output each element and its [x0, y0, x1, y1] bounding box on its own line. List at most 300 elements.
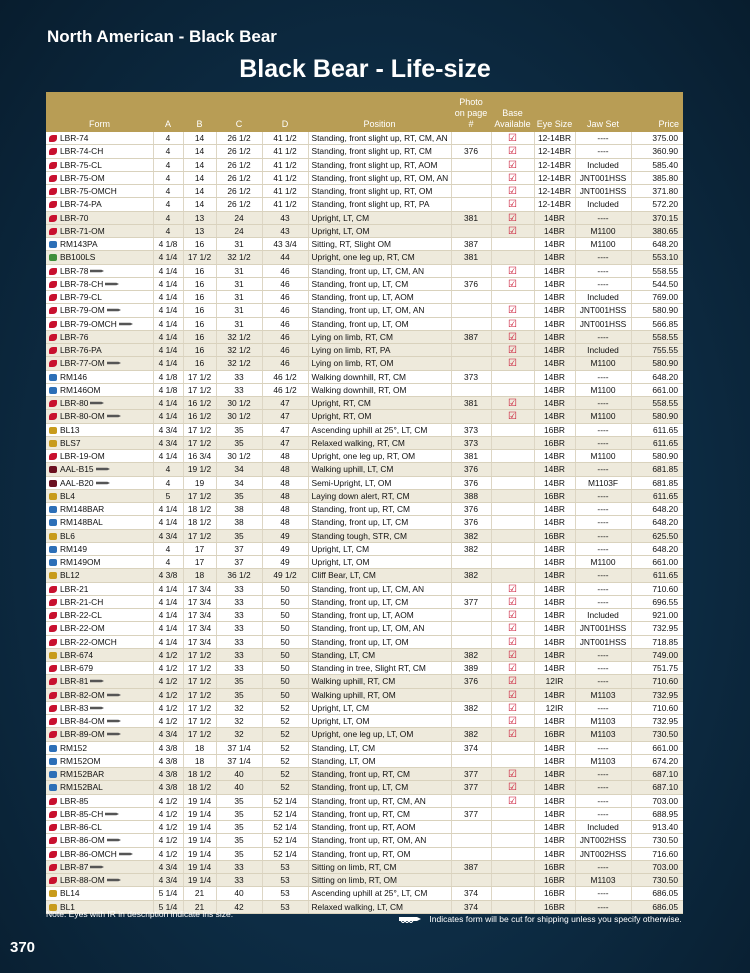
- position-cell: [308, 662, 451, 675]
- form-type-icon: [49, 360, 57, 367]
- d-cell: [262, 277, 308, 290]
- cut-legend: [399, 914, 682, 924]
- dim-a: 4: [165, 199, 171, 210]
- b-cell: [183, 132, 216, 145]
- b-cell: [183, 304, 216, 317]
- checkbox-icon: ☑: [508, 358, 517, 370]
- price: 625.50: [652, 530, 678, 541]
- jaw-set: JNT001HSS: [579, 305, 627, 316]
- dim-b: 18 1/2: [187, 769, 212, 780]
- eye-size: 14BR: [544, 755, 565, 766]
- a-cell: [153, 211, 183, 224]
- photo-cell: [451, 887, 491, 900]
- jaw-cell: [575, 728, 631, 741]
- eye-size: 14BR: [544, 384, 565, 395]
- price-cell: [631, 675, 683, 688]
- eye-size: 12IR: [545, 702, 564, 713]
- table-row: [46, 291, 683, 304]
- form-type-icon: [49, 175, 57, 182]
- form-code: RM152BAL: [60, 782, 103, 793]
- jaw-set: ----: [597, 649, 609, 660]
- price-cell: [631, 582, 683, 595]
- form-type-icon: [49, 599, 57, 606]
- form-type-icon: [49, 864, 57, 871]
- dim-d: 52: [280, 782, 290, 793]
- jaw-cell: [575, 609, 631, 622]
- form-type-icon: [49, 837, 57, 844]
- price-table: [46, 92, 683, 914]
- c-cell: [216, 662, 262, 675]
- dim-d: 52: [280, 755, 290, 766]
- b-cell: [183, 450, 216, 463]
- a-cell: [153, 291, 183, 304]
- jaw-set: ----: [597, 331, 609, 342]
- dim-b: 16: [194, 345, 205, 356]
- table-row: [46, 132, 683, 145]
- photo-page: 376: [464, 146, 478, 157]
- position-text: Standing, front slight up, RT, CM, AN: [311, 133, 448, 144]
- eye-size: 14BR: [544, 583, 565, 594]
- eye-cell: [534, 304, 575, 317]
- price: 580.90: [652, 451, 678, 462]
- a-cell: [153, 715, 183, 728]
- base-cell: [491, 688, 534, 701]
- position-cell: [308, 277, 451, 290]
- eye-size: 14BR: [544, 358, 565, 369]
- price: 710.60: [652, 702, 678, 713]
- form-type-icon: [49, 519, 57, 526]
- dim-a: 4 1/4: [158, 596, 178, 607]
- dim-b: 14: [194, 186, 205, 197]
- price-cell: [631, 821, 683, 834]
- eye-cell: [534, 582, 575, 595]
- dim-c: 31: [234, 278, 244, 289]
- eye-size: 14BR: [544, 848, 565, 859]
- dim-c: 32 1/2: [227, 345, 251, 356]
- jaw-set: ----: [597, 265, 609, 276]
- form-type-icon: [49, 851, 57, 858]
- base-cell: [491, 291, 534, 304]
- eye-size: 14BR: [544, 239, 565, 250]
- jaw-cell: [575, 715, 631, 728]
- c-cell: [216, 728, 262, 741]
- eye-size: 14BR: [544, 318, 565, 329]
- dim-c: 26 1/2: [227, 172, 251, 183]
- b-cell: [183, 754, 216, 767]
- table-row: [46, 489, 683, 502]
- eye-cell: [534, 344, 575, 357]
- form-type-icon: [49, 758, 57, 765]
- jaw-cell: [575, 397, 631, 410]
- form-cell: [46, 595, 153, 608]
- jaw-set: ----: [597, 424, 609, 435]
- base-cell: [491, 317, 534, 330]
- b-cell: [183, 847, 216, 860]
- photo-page: 381: [464, 252, 478, 263]
- page-number: 370: [10, 939, 36, 956]
- b-cell: [183, 807, 216, 820]
- form-code: BLS7: [60, 437, 81, 448]
- dim-a: 5: [165, 490, 171, 501]
- b-cell: [183, 370, 216, 383]
- jaw-set: JNT002HSS: [579, 848, 627, 859]
- dim-a: 4 1/4: [158, 636, 178, 647]
- c-cell: [216, 370, 262, 383]
- dim-d: 52: [280, 742, 290, 753]
- price-cell: [631, 807, 683, 820]
- form-code: BL12: [60, 570, 80, 581]
- position-text: Walking uphill, RT, OM: [311, 689, 396, 700]
- dim-d: 43: [280, 225, 290, 236]
- dim-a: 4 3/4: [158, 875, 178, 886]
- position-cell: [308, 436, 451, 449]
- dim-d: 48: [280, 451, 290, 462]
- price: 732.95: [652, 716, 678, 727]
- position-cell: [308, 768, 451, 781]
- dim-c: 35: [234, 530, 244, 541]
- base-cell: [491, 582, 534, 595]
- photo-cell: [451, 900, 491, 913]
- d-cell: [262, 383, 308, 396]
- dim-c: 35: [234, 835, 244, 846]
- form-cell: [46, 132, 153, 145]
- form-type-icon: [49, 307, 57, 314]
- d-cell: [262, 595, 308, 608]
- position-text: Standing, front up, LT, OM, AN: [311, 623, 425, 634]
- dim-d: 50: [280, 663, 290, 674]
- eye-cell: [534, 688, 575, 701]
- photo-cell: [451, 648, 491, 661]
- photo-cell: [451, 582, 491, 595]
- form-cell: [46, 211, 153, 224]
- photo-cell: [451, 728, 491, 741]
- form-type-icon: [49, 784, 57, 791]
- dim-d: 47: [280, 411, 290, 422]
- form-cell: [46, 450, 153, 463]
- c-cell: [216, 436, 262, 449]
- table-row: [46, 675, 683, 688]
- c-cell: [216, 198, 262, 211]
- saw-icon: [107, 837, 121, 843]
- price-cell: [631, 794, 683, 807]
- dim-d: 41 1/2: [273, 146, 297, 157]
- form-cell: [46, 715, 153, 728]
- eye-size: 14BR: [544, 543, 565, 554]
- eye-cell: [534, 145, 575, 158]
- price: 558.55: [652, 265, 678, 276]
- jaw-cell: [575, 529, 631, 542]
- d-cell: [262, 582, 308, 595]
- jaw-cell: [575, 370, 631, 383]
- form-cell: [46, 834, 153, 847]
- b-cell: [183, 330, 216, 343]
- photo-cell: [451, 741, 491, 754]
- form-code: RM146OM: [60, 384, 101, 395]
- jaw-set: JNT001HSS: [579, 172, 627, 183]
- a-cell: [153, 304, 183, 317]
- dim-a: 4 3/8: [158, 742, 178, 753]
- position-cell: [308, 741, 451, 754]
- position-text: Standing, front up, LT, CM: [311, 278, 409, 289]
- dim-c: 35: [234, 437, 244, 448]
- dim-a: 4 1/4: [158, 517, 178, 528]
- table-row: [46, 741, 683, 754]
- table-row: [46, 330, 683, 343]
- dim-d: 53: [280, 861, 290, 872]
- jaw-cell: [575, 450, 631, 463]
- price-cell: [631, 715, 683, 728]
- price: 360.90: [652, 146, 678, 157]
- position-cell: [308, 410, 451, 423]
- eye-cell: [534, 397, 575, 410]
- table-row: [46, 277, 683, 290]
- c-cell: [216, 688, 262, 701]
- eye-cell: [534, 900, 575, 913]
- position-cell: [308, 503, 451, 516]
- dim-a: 4 1/4: [158, 292, 178, 303]
- position-cell: [308, 542, 451, 555]
- photo-cell: [451, 556, 491, 569]
- form-cell: [46, 251, 153, 264]
- form-type-icon: [49, 294, 57, 301]
- photo-cell: [451, 847, 491, 860]
- jaw-set: ----: [597, 583, 609, 594]
- a-cell: [153, 516, 183, 529]
- dim-a: 4 1/4: [158, 345, 178, 356]
- price: 686.05: [652, 901, 678, 912]
- price: 648.20: [652, 504, 678, 515]
- photo-cell: [451, 238, 491, 251]
- d-cell: [262, 754, 308, 767]
- dim-b: 17 1/2: [187, 384, 212, 395]
- position-text: Upright, one leg up, RT, CM: [311, 252, 415, 263]
- eye-size: 14BR: [544, 716, 565, 727]
- form-type-icon: [49, 135, 57, 142]
- position-cell: [308, 171, 451, 184]
- d-cell: [262, 397, 308, 410]
- form-code: LBR-81: [60, 676, 89, 687]
- d-cell: [262, 609, 308, 622]
- b-cell: [183, 516, 216, 529]
- position-cell: [308, 609, 451, 622]
- checkbox-icon: ☑: [508, 689, 517, 701]
- table-row: [46, 317, 683, 330]
- price-cell: [631, 542, 683, 555]
- photo-page: 374: [464, 888, 478, 899]
- form-code: LBR-85: [60, 795, 89, 806]
- b-cell: [183, 463, 216, 476]
- form-cell: [46, 463, 153, 476]
- price-cell: [631, 317, 683, 330]
- price-cell: [631, 701, 683, 714]
- photo-cell: [451, 635, 491, 648]
- jaw-set: ----: [597, 371, 609, 382]
- dim-c: 33: [234, 596, 244, 607]
- table-row: [46, 701, 683, 714]
- checkbox-icon: ☑: [508, 636, 517, 648]
- jaw-set: M1103F: [587, 477, 619, 488]
- table-row: [46, 556, 683, 569]
- position-cell: [308, 238, 451, 251]
- iris-note: Note: Eyes with IR in description indicate iris size.: [46, 909, 234, 919]
- saw-icon: [107, 360, 121, 366]
- checkbox-icon: ☑: [508, 716, 517, 728]
- b-cell: [183, 887, 216, 900]
- a-cell: [153, 728, 183, 741]
- dim-c: 32: [234, 702, 244, 713]
- checkbox-icon: ☑: [508, 676, 517, 688]
- dim-b: 14: [194, 199, 205, 210]
- price: 661.00: [652, 384, 678, 395]
- col-eye: Eye Size: [534, 92, 575, 132]
- jaw-set: ----: [597, 663, 609, 674]
- price: 718.85: [652, 636, 678, 647]
- dim-d: 50: [280, 689, 290, 700]
- a-cell: [153, 807, 183, 820]
- jaw-set: ----: [597, 808, 609, 819]
- base-cell: [491, 900, 534, 913]
- photo-page: 373: [464, 371, 478, 382]
- table-row: [46, 768, 683, 781]
- a-cell: [153, 145, 183, 158]
- b-cell: [183, 529, 216, 542]
- photo-cell: [451, 370, 491, 383]
- jaw-set: ----: [597, 437, 609, 448]
- b-cell: [183, 397, 216, 410]
- price-cell: [631, 291, 683, 304]
- checkbox-icon: ☑: [508, 199, 517, 211]
- dim-a: 4: [165, 464, 171, 475]
- jaw-set: ----: [597, 504, 609, 515]
- table-row: [46, 807, 683, 820]
- eye-size: 14BR: [544, 649, 565, 660]
- dim-d: 43 3/4: [273, 239, 297, 250]
- form-type-icon: [49, 612, 57, 619]
- table-row: [46, 224, 683, 237]
- dim-d: 46 1/2: [273, 371, 297, 382]
- photo-page: 387: [464, 239, 478, 250]
- price-cell: [631, 224, 683, 237]
- price-cell: [631, 211, 683, 224]
- form-code: BB100LS: [60, 252, 96, 263]
- dim-c: 31: [234, 239, 244, 250]
- table-row: [46, 781, 683, 794]
- position-text: Standing, front up, RT, CM: [311, 769, 411, 780]
- dim-b: 16: [194, 331, 205, 342]
- eye-size: 12-14BR: [537, 146, 572, 157]
- d-cell: [262, 648, 308, 661]
- dim-b: 16 1/2: [187, 398, 212, 409]
- dim-a: 4 1/4: [158, 252, 178, 263]
- position-cell: [308, 847, 451, 860]
- checkbox-icon: ☑: [508, 769, 517, 781]
- dim-d: 46: [280, 265, 290, 276]
- d-cell: [262, 675, 308, 688]
- form-cell: [46, 556, 153, 569]
- dim-c: 40: [234, 769, 244, 780]
- jaw-cell: [575, 754, 631, 767]
- table-row: [46, 754, 683, 767]
- dim-b: 17 1/2: [187, 689, 212, 700]
- b-cell: [183, 675, 216, 688]
- position-text: Standing, front up, LT, CM: [311, 517, 409, 528]
- form-type-icon: [49, 201, 57, 208]
- position-cell: [308, 648, 451, 661]
- d-cell: [262, 185, 308, 198]
- table-row: [46, 410, 683, 423]
- price: 688.95: [652, 808, 678, 819]
- dim-d: 41 1/2: [273, 159, 297, 170]
- position-text: Standing, front slight up, RT, AOM: [311, 159, 438, 170]
- d-cell: [262, 330, 308, 343]
- form-code: BL6: [60, 530, 75, 541]
- jaw-set: Included: [587, 159, 619, 170]
- jaw-set: M1100: [590, 239, 616, 250]
- position-cell: [308, 317, 451, 330]
- jaw-cell: [575, 132, 631, 145]
- form-code: LBR-77-OM: [60, 358, 105, 369]
- form-type-icon: [49, 480, 57, 487]
- dim-d: 52: [280, 716, 290, 727]
- d-cell: [262, 171, 308, 184]
- eye-size: 14BR: [544, 782, 565, 793]
- b-cell: [183, 410, 216, 423]
- form-code: LBR-79-CL: [60, 292, 102, 303]
- jaw-set: JNT002HSS: [579, 835, 627, 846]
- eye-size: 14BR: [544, 742, 565, 753]
- eye-cell: [534, 569, 575, 582]
- form-type-icon: [49, 162, 57, 169]
- dim-d: 52: [280, 702, 290, 713]
- dim-d: 52 1/4: [273, 848, 297, 859]
- price: 703.00: [652, 795, 678, 806]
- form-type-icon: [49, 387, 57, 394]
- price-cell: [631, 238, 683, 251]
- checkbox-icon: ☑: [508, 265, 517, 277]
- form-code: LBR-78-CH: [60, 278, 104, 289]
- dim-d: 41 1/2: [273, 172, 297, 183]
- eye-cell: [534, 211, 575, 224]
- eye-cell: [534, 224, 575, 237]
- col-form: Form: [46, 92, 153, 132]
- d-cell: [262, 158, 308, 171]
- eye-cell: [534, 768, 575, 781]
- eye-size: 14BR: [544, 331, 565, 342]
- a-cell: [153, 476, 183, 489]
- jaw-set: M1103: [590, 716, 616, 727]
- form-type-icon: [49, 148, 57, 155]
- jaw-cell: [575, 675, 631, 688]
- base-cell: [491, 648, 534, 661]
- form-cell: [46, 860, 153, 873]
- dim-d: 50: [280, 676, 290, 687]
- form-code: LBR-19-OM: [60, 451, 105, 462]
- dim-c: 35: [234, 424, 244, 435]
- photo-cell: [451, 304, 491, 317]
- eye-cell: [534, 423, 575, 436]
- photo-cell: [451, 171, 491, 184]
- dim-c: 33: [234, 623, 244, 634]
- a-cell: [153, 569, 183, 582]
- dim-c: 35: [234, 676, 244, 687]
- position-text: Walking uphill, RT, CM: [311, 676, 396, 687]
- dim-a: 4 3/4: [158, 424, 178, 435]
- position-text: Lying on limb, RT, CM: [311, 331, 393, 342]
- eye-size: 16BR: [544, 490, 565, 501]
- photo-cell: [451, 277, 491, 290]
- photo-page: 382: [464, 543, 478, 554]
- form-code: RM149OM: [60, 557, 101, 568]
